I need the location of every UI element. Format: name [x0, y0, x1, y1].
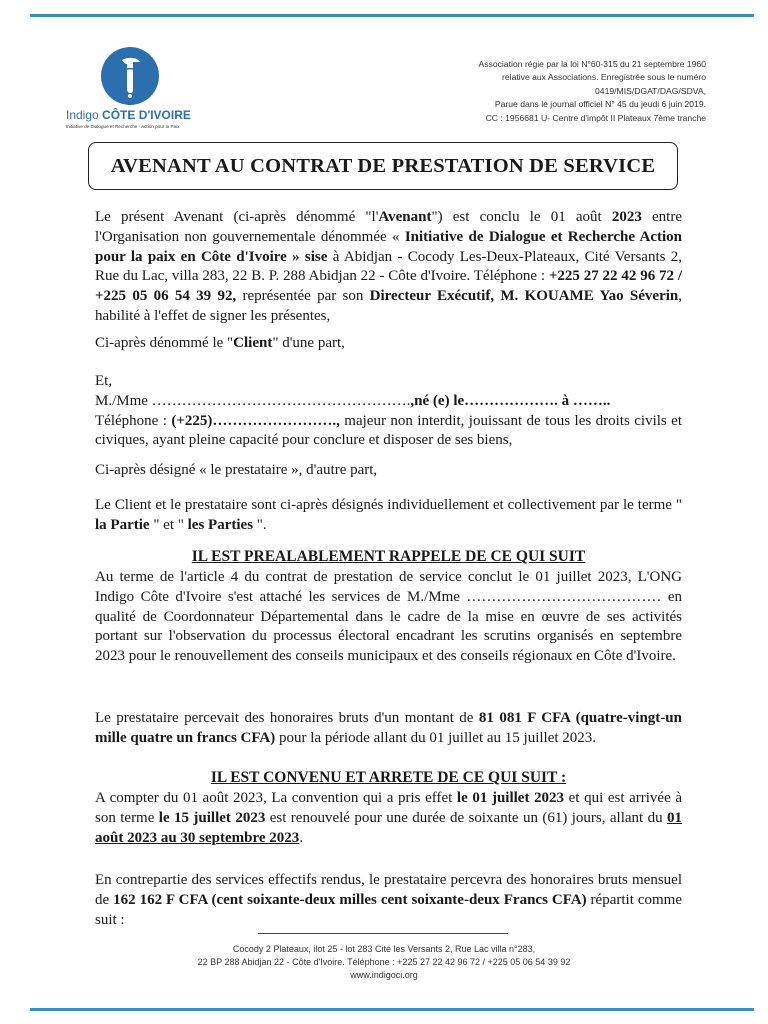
recall-paragraph: Au terme de l'article 4 du contrat de prestation de service conclut le 01 juillet 2023, L'ONG Indigo Côte d'Ivoire s'est attaché les services de M./Mme ………………………………… en qualité de Coordonnateur Départemental dans le cadre de la mise en œuvre de ses activités portant sur l'observation du processus électoral encadrant les scrutins organisés en septembre 2023 pour le renouvellement des conseils municipaux et des conseils régionaux en Côte d'Ivoire. — [95, 569, 682, 665]
legal-line: Parue dans le journal officiel N° 45 du jeudi 6 juin 2019. — [494, 99, 706, 110]
dove-icon — [100, 46, 160, 106]
party-phone-line: Téléphone : (+225)……………………., majeur non interdit, jouissant de tous les droits civils et civiques, ayant pleine capacité pour conclure et disposer de ses biens, — [95, 412, 682, 449]
document-title: AVENANT AU CONTRAT DE PRESTATION DE SERVICE — [88, 142, 678, 190]
legal-line: Association régie par la loi N°60-315 du 21 septembre 1960 — [478, 59, 706, 69]
party-et: Et, — [95, 373, 113, 389]
footer-address — [0, 943, 768, 983]
legal-line: 0419/MIS/DGAT/DAG/SDVA, — [595, 85, 706, 96]
footer-divider — [258, 933, 508, 934]
bottom-border-line — [30, 1008, 754, 1011]
footer-line: 22 BP 288 Abidjan 22 - Côte d'Ivoire. Téléphone : +225 27 22 42 96 72 / +225 05 06 54 39 92 — [197, 957, 571, 968]
prestataire-designation: Ci-après désigné « le prestataire », d'autre part, — [95, 462, 378, 478]
agreement-paragraph: A compter du 01 août 2023, La convention qui a pris effet le 01 juillet 2023 et qui est arrivée à son terme le 15 juillet 2023 est renouvelé pour une durée de soixante un (61) jours, allant du 01 août 2023 au 30 septembre 2023. — [95, 790, 683, 846]
legal-line: CC : 1956681 U- Centre d'impôt II Plateaux 7ème tranche — [485, 112, 706, 123]
footer-line: Cocody 2 Plateaux, ilot 25 - lot 283 Cité les Versants 2, Rue Lac villa n°283, — [232, 944, 536, 954]
org-name-part1: Indigo — [66, 108, 103, 122]
footer-website: www.indigoci.org — [350, 970, 418, 981]
section-heading-agreement: IL EST CONVENU ET ARRETE DE CE QUI SUIT : — [210, 769, 567, 786]
parties-definition: Le Client et le prestataire sont ci-après désignés individuellement et collectivement par le terme " la Partie " et " les Parties ". — [95, 497, 682, 533]
org-name — [66, 108, 191, 122]
client-designation: Ci-après dénommé le "Client" d'une part, — [95, 335, 345, 351]
legal-info — [479, 58, 707, 125]
org-name-part2: CÔTE D'IVOIRE — [102, 108, 191, 122]
intro-paragraph: Le présent Avenant (ci-après dénommé "l'Avenant") est conclu le 01 août 2023 entre l'Organisation non gouvernementale dénommée « Initiative de Dialogue et Recherche Action pour la paix en Côte d'Ivoire » sise à Abidjan - Cocody Les-Deux-Plateaux, Cité Versants 2, Rue du Lac, villa 283, 22 B. P. 288 Abidjan 22 - Côte d'Ivoire. Téléphone : +225 27 22 42 96 72 / +225 05 06 54 39 92, représentée par son Directeur Exécutif, M. KOUAME Yao Séverin, habilité à l'effet de signer les présentes, — [95, 209, 682, 324]
party-name-line: M./Mme …………………………………………….,né (e) le………………. à …….. — [95, 392, 611, 409]
compensation-paragraph: En contrepartie des services effectifs rendus, le prestataire percevra des honoraires bruts mensuel de 162 162 F CFA (cent soixante-deux milles cent soixante-deux Francs CFA) répartit comme suit : — [95, 872, 682, 928]
top-border-line — [30, 14, 754, 17]
org-logo — [62, 46, 202, 142]
section-heading-recall: IL EST PREALABLEMENT RAPPELE DE CE QUI SUIT — [191, 548, 586, 565]
party-block — [95, 372, 682, 451]
fees-paragraph: Le prestataire percevait des honoraires bruts d'un montant de 81 081 F CFA (quatre-vingt-un mille quatre un francs CFA) pour la période allant du 01 juillet au 15 juillet 2023. — [95, 710, 682, 746]
legal-line: relative aux Associations. Enregistrée sous le numéro — [502, 72, 706, 83]
org-tagline: Initiative de Dialogue et Recherche - Action pour la Paix — [66, 124, 180, 129]
